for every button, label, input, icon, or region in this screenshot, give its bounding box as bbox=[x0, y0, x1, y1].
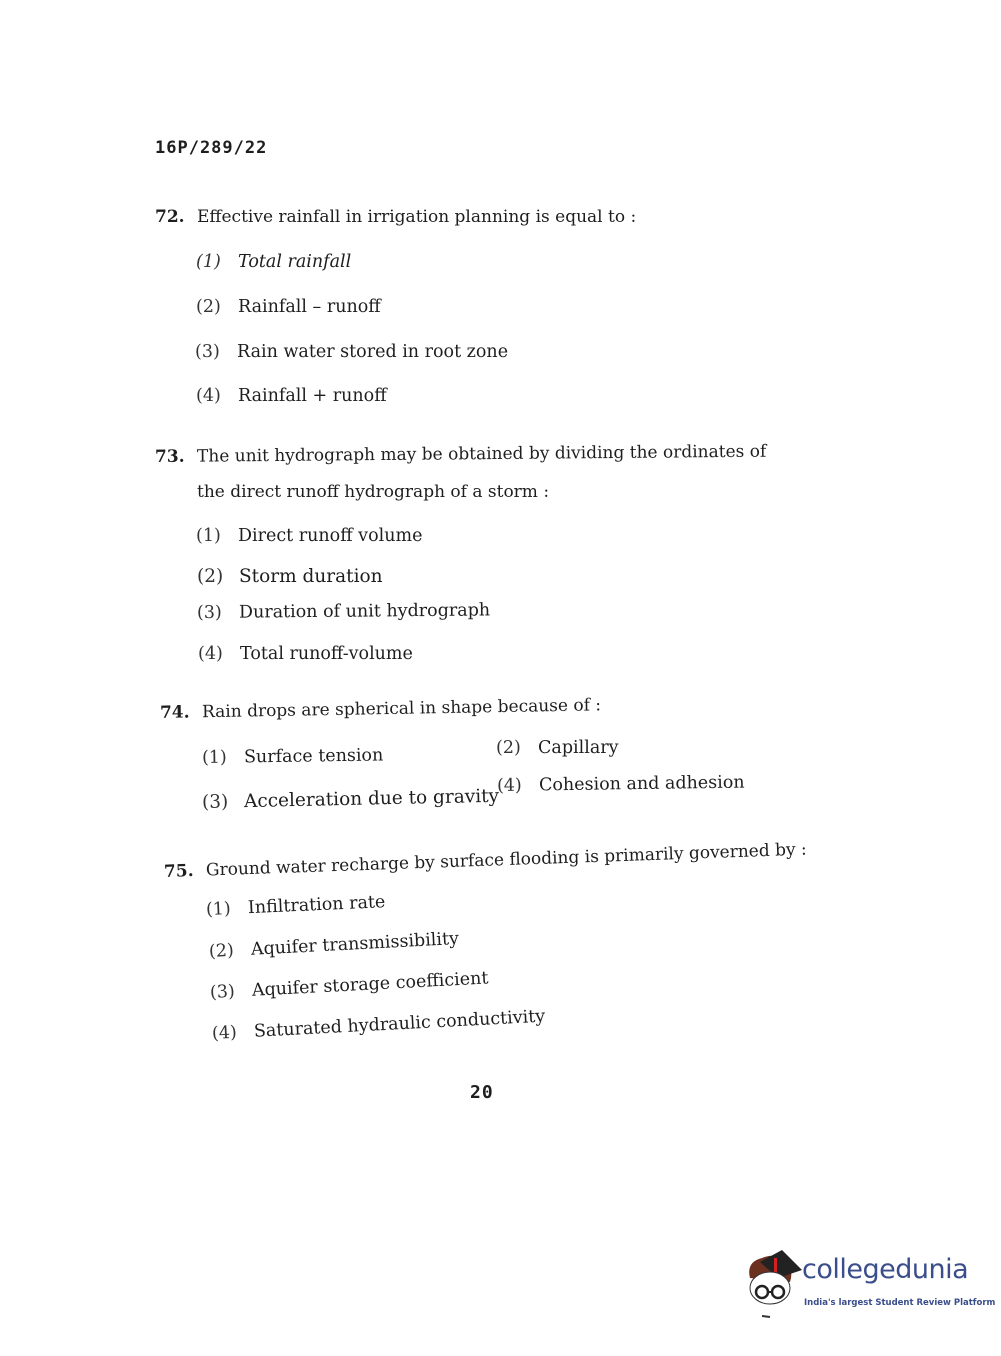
question-75: 75. Ground water recharge by surface flooding is primarily governed by : bbox=[163, 839, 808, 882]
option-72-3: (3) Rain water stored in root zone bbox=[195, 342, 509, 362]
question-72: 72. Effective rainfall in irrigation planning is equal to : bbox=[155, 207, 637, 227]
option-72-4: (4) Rainfall + runoff bbox=[196, 386, 387, 406]
option-73-3: (3) Duration of unit hydrograph bbox=[196, 600, 491, 623]
question-73: 73. The unit hydrograph may be obtained by dividing the ordinates of bbox=[154, 441, 767, 467]
option-72-2: (2) Rainfall – runoff bbox=[196, 297, 381, 317]
brand-name: collegedunia bbox=[802, 1254, 969, 1285]
page-number: 20 bbox=[470, 1082, 494, 1103]
question-73-line2: the direct runoff hydrograph of a storm : bbox=[197, 482, 550, 502]
option-75-4: (4) Saturated hydraulic conductivity bbox=[211, 1006, 546, 1044]
option-73-4: (4) Total runoff-volume bbox=[198, 644, 413, 664]
option-75-3: (3) Aquifer storage coefficient bbox=[209, 968, 489, 1003]
question-74: 74. Rain drops are spherical in shape because of : bbox=[159, 695, 602, 723]
option-73-2: (2) Storm duration bbox=[197, 566, 383, 587]
option-72-1: (1) Total rainfall bbox=[196, 252, 352, 272]
option-73-1: (1) Direct runoff volume bbox=[196, 526, 423, 546]
option-74-4: (4) Cohesion and adhesion bbox=[496, 772, 745, 796]
option-74-1: (1) Surface tension bbox=[201, 745, 384, 768]
option-74-2: (2) Capillary bbox=[496, 738, 619, 758]
option-75-2: (2) Aquifer transmissibility bbox=[208, 928, 460, 962]
mascot-logo-icon bbox=[742, 1248, 804, 1320]
option-74-3: (3) Acceleration due to gravity bbox=[201, 785, 500, 813]
paper-code: 16P/289/22 bbox=[155, 138, 268, 158]
brand-tagline: India's largest Student Review Platform bbox=[804, 1298, 996, 1308]
collegedunia-watermark bbox=[742, 1248, 996, 1323]
option-75-1: (1) Infiltration rate bbox=[205, 892, 386, 920]
